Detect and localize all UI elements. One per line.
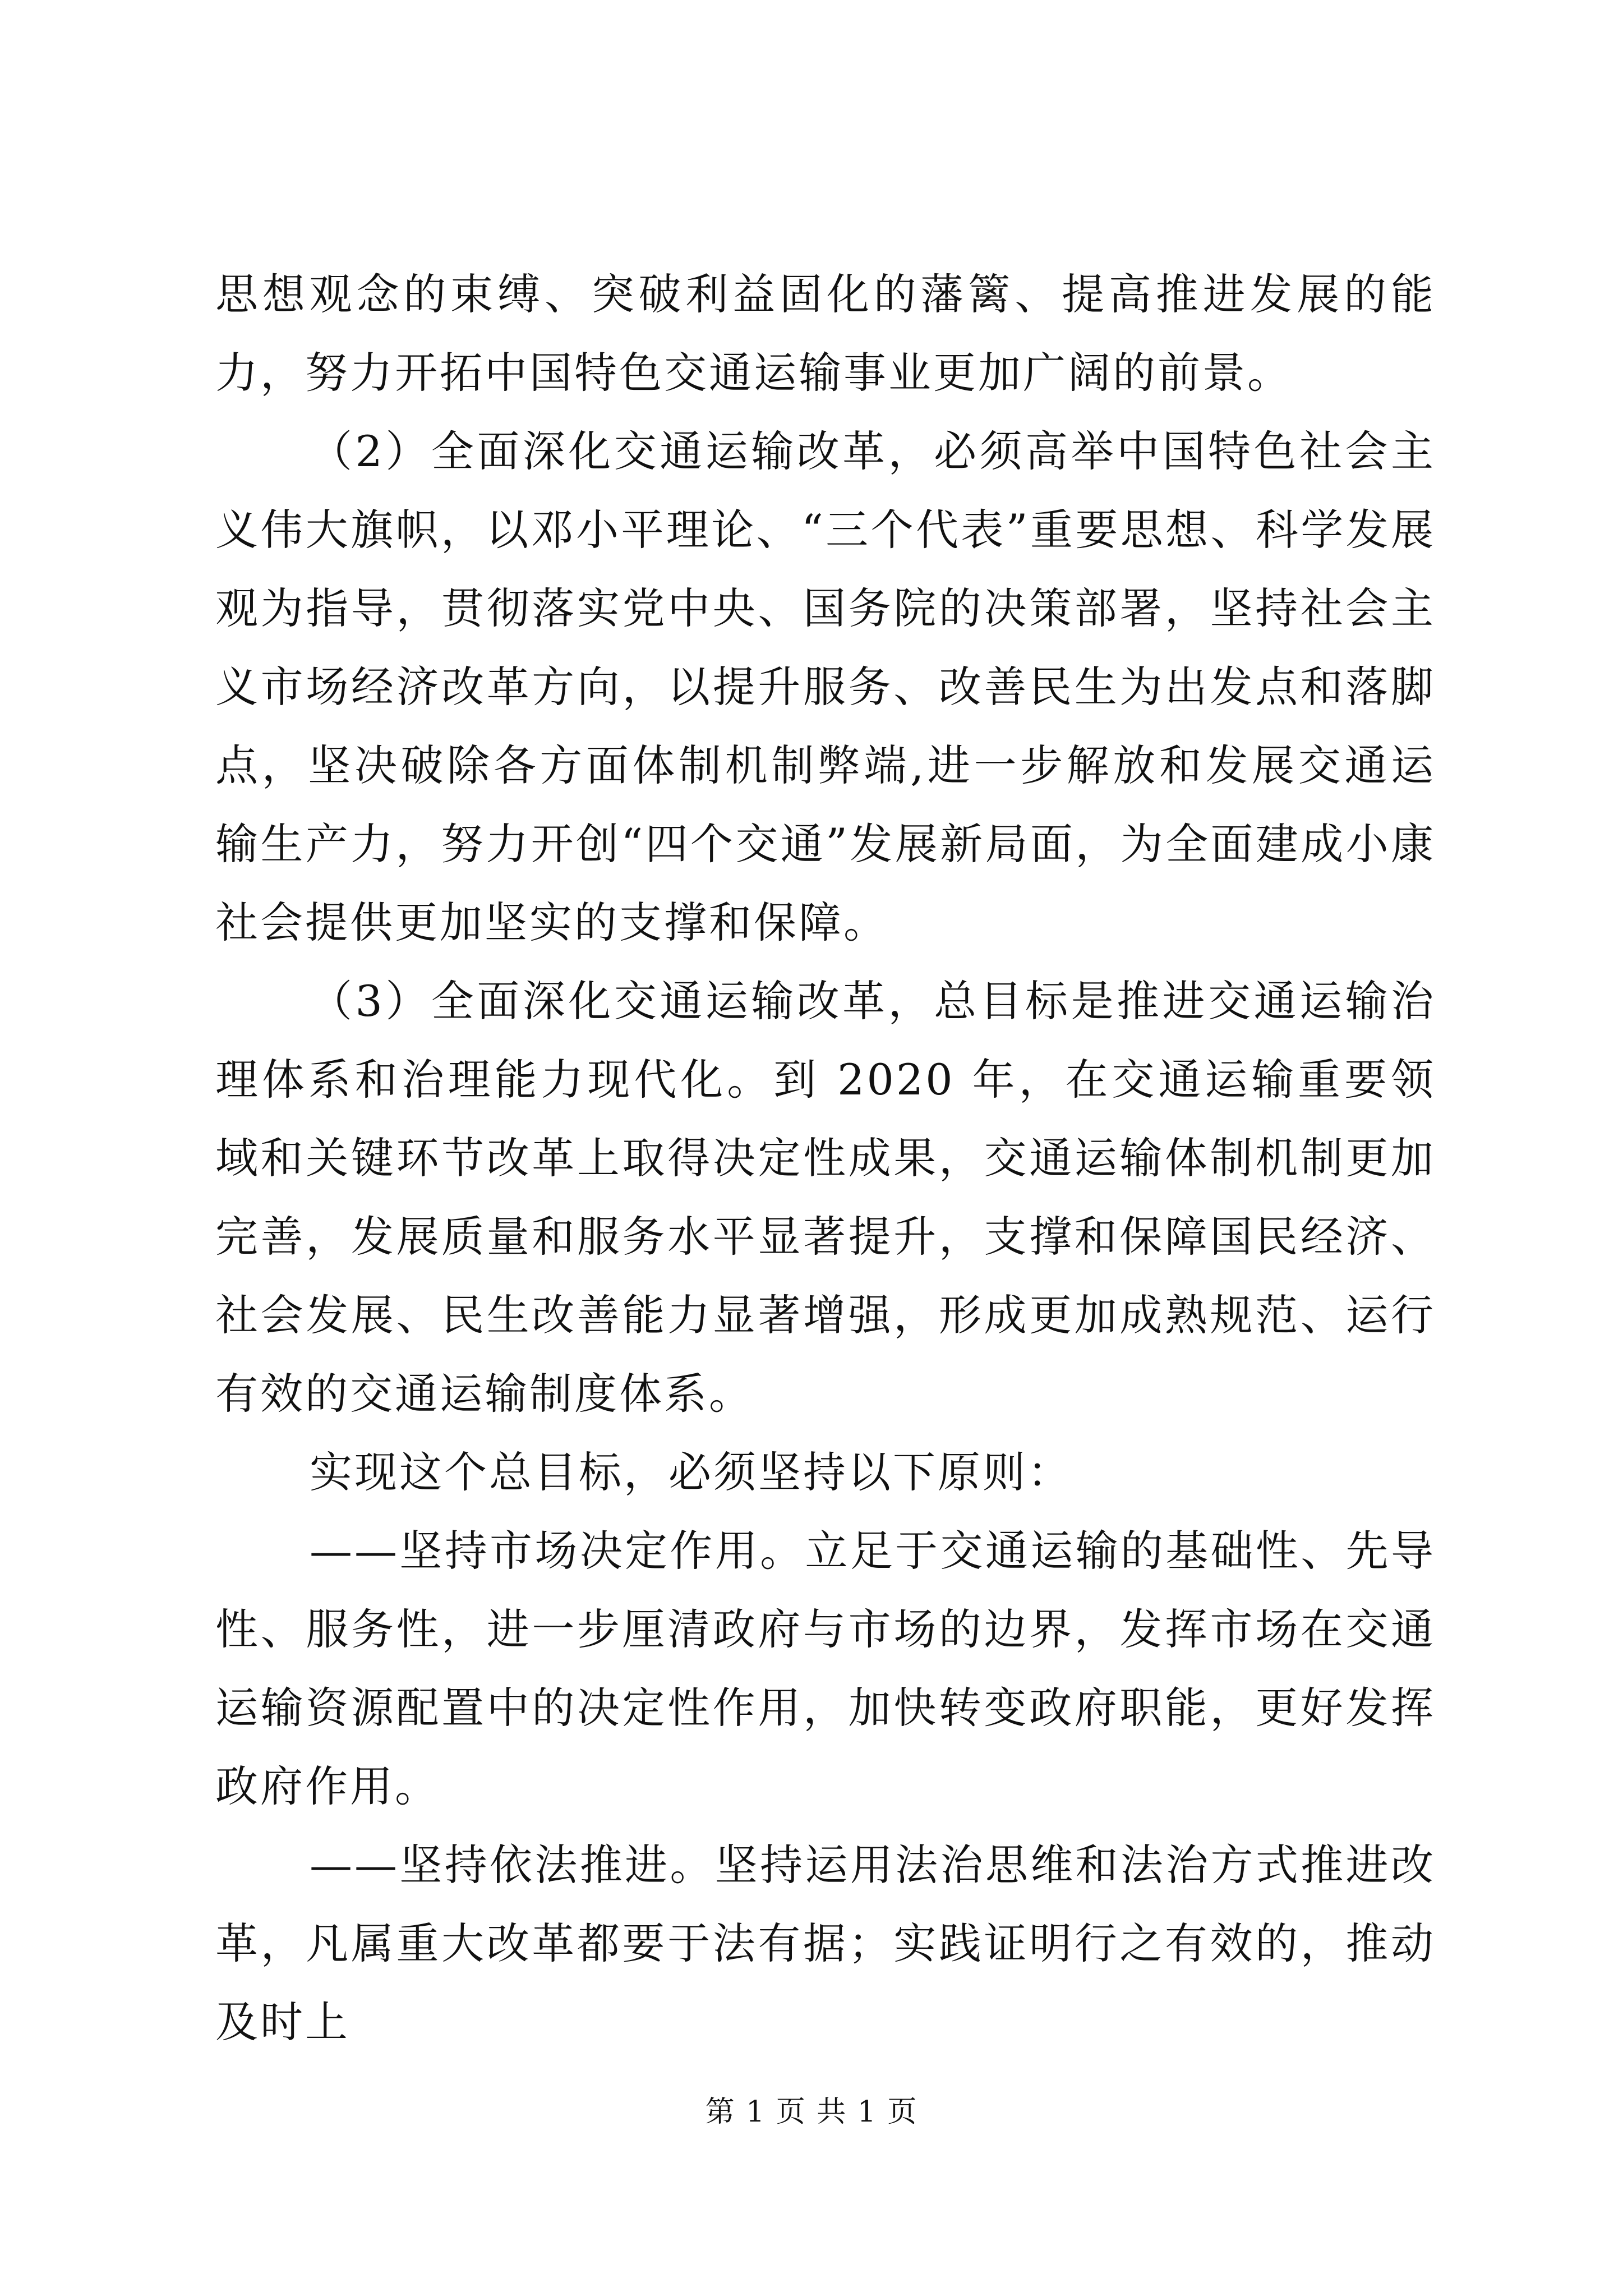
paragraph-principle-market: ——坚持市场决定作用。立足于交通运输的基础性、先导性、服务性，进一步厘清政府与市场的边界，发挥市场在交通运输资源配置中的决定性作用，加快转变政府职能，更好发挥政府作用。: [215, 1526, 1436, 1811]
document-body: [215, 255, 1436, 2062]
paragraph-section-2: （2）全面深化交通运输改革，必须高举中国特色社会主义伟大旗帜，以邓小平理论、“三个代表”重要思想、科学发展观为指导，贯彻落实党中央、国务院的决策部署，坚持社会主义市场经济改革方向，以提升服务、改善民生为出发点和落脚点，坚决破除各方面体制机制弊端,进一步解放和发展交通运输生产力，努力开创“四个交通”发展新局面，为全面建成小康社会提供更加坚实的支撑和保障。: [215, 426, 1436, 947]
page-footer: 第 1 页 共 1 页: [705, 2095, 918, 2129]
paragraph-principles-intro: 实现这个总目标，必须坚持以下原则：: [310, 1447, 1072, 1497]
paragraph-section-3: （3）全面深化交通运输改革，总目标是推进交通运输治理体系和治理能力现代化。到 2020 年，在交通运输重要领域和关键环节改革上取得决定性成果，交通运输体制机制更加完善，发展质量和服务水平显著提升，支撑和保障国民经济、社会发展、民生改善能力显著增强，形成更加成熟规范、运行有效的交通运输制度体系。: [215, 976, 1436, 1419]
paragraph-continuation: 思想观念的束缚、突破利益固化的藩篱、提高推进发展的能力，努力开拓中国特色交通运输事业更加广阔的前景。: [215, 269, 1436, 398]
paragraph-principle-law: ——坚持依法推进。坚持运用法治思维和法治方式推进改革，凡属重大改革都要于法有据；实践证明行之有效的，推动及时上: [215, 1840, 1436, 2047]
